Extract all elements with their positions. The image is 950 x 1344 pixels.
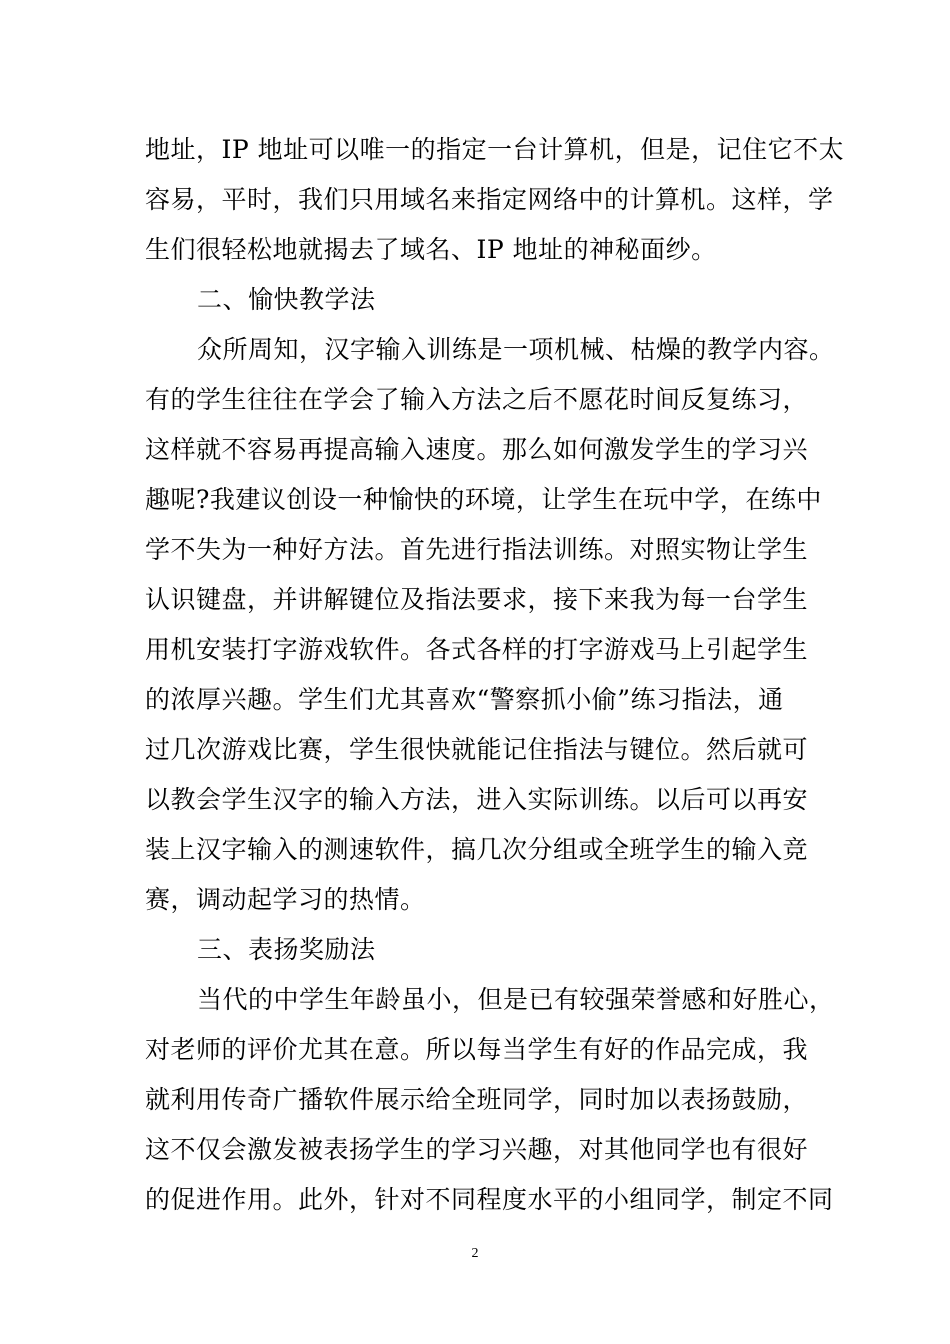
text-line: 生们很轻松地就揭去了域名、IP 地址的神秘面纱。 xyxy=(145,235,717,264)
text-line: 的浓厚兴趣。学生们尤其喜欢“警察抓小偷”练习指法，通 xyxy=(145,685,784,714)
text-line: 地址，IP 地址可以唯一的指定一台计算机，但是，记住它不太 xyxy=(145,135,845,164)
text-line: 用机安装打字游戏软件。各式各样的打字游戏马上引起学生 xyxy=(145,635,809,664)
text-line: 以教会学生汉字的输入方法，进入实际训练。以后可以再安 xyxy=(145,785,809,814)
text-line: 过几次游戏比赛，学生很快就能记住指法与键位。然后就可 xyxy=(145,735,809,764)
text-line: 有的学生往往在学会了输入方法之后不愿花时间反复练习， xyxy=(145,385,809,414)
text-line: 容易，平时，我们只用域名来指定网络中的计算机。这样，学 xyxy=(145,185,834,214)
text-line: 趣呢?我建议创设一种愉快的环境，让学生在玩中学，在练中 xyxy=(145,485,822,514)
page-number: 2 xyxy=(471,1246,479,1261)
section-heading: 三、表扬奖励法 xyxy=(197,935,376,964)
text-line: 赛，调动起学习的热情。 xyxy=(145,885,426,914)
text-line: 对老师的评价尤其在意。所以每当学生有好的作品完成，我 xyxy=(145,1035,809,1064)
text-line: 的促进作用。此外，针对不同程度水平的小组同学，制定不同 xyxy=(145,1185,834,1214)
text-line: 当代的中学生年龄虽小，但是已有较强荣誉感和好胜心， xyxy=(197,985,835,1014)
text-line: 装上汉字输入的测速软件，搞几次分组或全班学生的输入竞 xyxy=(145,835,809,864)
text-line: 认识键盘，并讲解键位及指法要求，接下来我为每一台学生 xyxy=(145,585,809,614)
section-heading: 二、愉快教学法 xyxy=(197,285,376,314)
text-line: 众所周知，汉字输入训练是一项机械、枯燥的教学内容。 xyxy=(197,335,835,364)
text-line: 这不仅会激发被表扬学生的学习兴趣，对其他同学也有很好 xyxy=(145,1135,809,1164)
text-line: 这样就不容易再提高输入速度。那么如何激发学生的学习兴 xyxy=(145,435,809,464)
text-line: 就利用传奇广播软件展示给全班同学，同时加以表扬鼓励， xyxy=(145,1085,809,1114)
text-line: 学不失为一种好方法。首先进行指法训练。对照实物让学生 xyxy=(145,535,809,564)
